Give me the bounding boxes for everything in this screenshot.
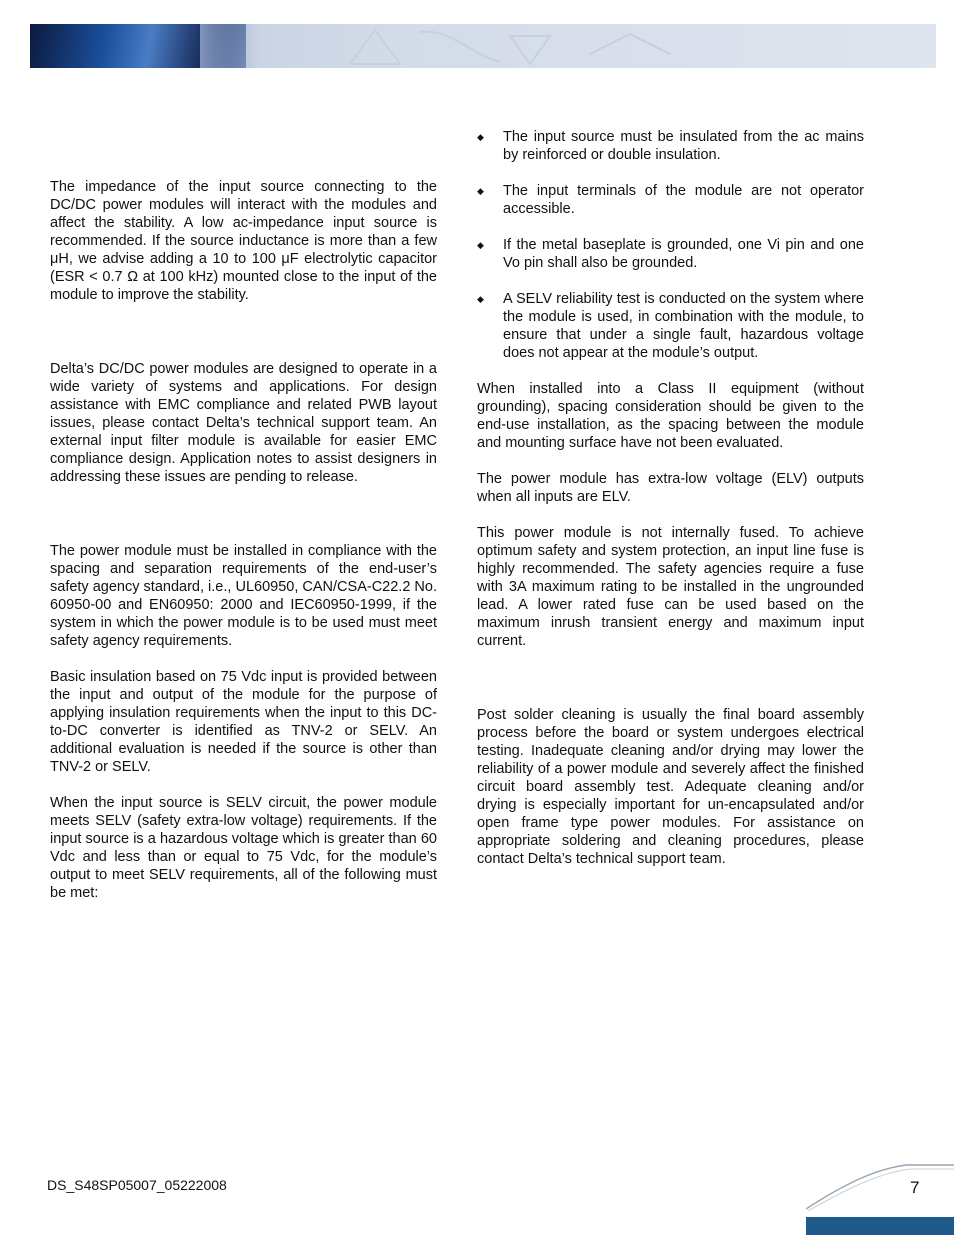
header-banner: [30, 24, 936, 68]
right-column: [477, 128, 864, 868]
diamond-bullet-icon: ◆: [477, 132, 484, 142]
paragraph-safety-compliance: The power module must be installed in compliance with the spacing and separation requirements of the end-user’s safety agency standard, i.e., UL60950, CAN/CSA-C22.2 No. 60950-00 and EN60950: 2000 and IEC60950-1999, if the system in which the power module is to be used must meet safety agency requirements.: [50, 543, 437, 649]
diamond-bullet-icon: ◆: [477, 294, 484, 304]
paragraph-class-ii-equipment: When installed into a Class II equipment (without grounding), spacing consideration should be given to the end-use installation, as the spacing between the module and mounting surface have not been evaluated.: [477, 381, 864, 451]
paragraph-input-fuse: This power module is not internally fused. To achieve optimum safety and system protection, an input line fuse is highly recommended. The safety agencies require a fuse with 3A maximum rating to be installed in the ungrounded lead. A lower rated fuse can be used based on the maximum inrush transient energy and maximum input current.: [477, 525, 864, 649]
page-corner-graphic: [806, 1163, 954, 1235]
bullet-item: ◆ The input terminals of the module are not operator accessible.: [477, 183, 864, 217]
document-id: DS_S48SP05007_05222008: [47, 1177, 227, 1193]
paragraph-input-source-impedance: The impedance of the input source connecting to the DC/DC power modules will interact with the modules and affect the stability. A low ac-impedance input source is recommended. If the source inductance is more than a few μH, we advise adding a 10 to 100 μF electrolytic capacitor (ESR < 0.7 Ω at 100 kHz) mounted close to the input of the module to improve the stability.: [50, 179, 437, 303]
header-banner-decoration: [30, 24, 936, 68]
paragraph-selv-requirements: When the input source is SELV circuit, the power module meets SELV (safety extra-low voltage) requirements. If the input source is a hazardous voltage which is greater than 60 Vdc and less than or equal to 75 Vdc, for the module’s output to meet SELV requirements, all of the following must be met:: [50, 795, 437, 901]
bullet-item: ◆ A SELV reliability test is conducted on the system where the module is used, in combination with the module, to ensure that under a single fault, hazardous voltage does not appear at the module’s output.: [477, 291, 864, 361]
left-column: [50, 178, 437, 902]
bullet-item: ◆ The input source must be insulated from the ac mains by reinforced or double insulation.: [477, 129, 864, 163]
paragraph-soldering-cleaning: Post solder cleaning is usually the final board assembly process before the board or system undergoes electrical testing. Inadequate cleaning and/or drying may lower the reliability of a power module and severely affect the finished circuit board assembly test. Adequate cleaning and/or drying is especially important for un-encapsulated and/or open frame type power modules. For assistance on appropriate soldering and cleaning procedures, please contact Delta’s technical support team.: [477, 707, 864, 867]
paragraph-elv-outputs: The power module has extra-low voltage (ELV) outputs when all inputs are ELV.: [477, 471, 864, 505]
diamond-bullet-icon: ◆: [477, 186, 484, 196]
paragraph-basic-insulation: Basic insulation based on 75 Vdc input is provided between the input and output of the module for the purpose of applying insulation requirements when the input to this DC-to-DC converter is identified as TNV-2 or SELV. An additional evaluation is needed if the source is other than TNV-2 or SELV.: [50, 669, 437, 775]
page-number: 7: [910, 1178, 920, 1197]
bullet-item: ◆ If the metal baseplate is grounded, one Vi pin and one Vo pin shall also be grounded.: [477, 237, 864, 271]
paragraph-emc-considerations: Delta’s DC/DC power modules are designed to operate in a wide variety of systems and applications. For design assistance with EMC compliance and related PWB layout issues, please contact Delta’s technical support team. An external input filter module is available for easier EMC compliance design. Application notes to assist designers in addressing these issues are pending to release.: [50, 361, 437, 485]
diamond-bullet-icon: ◆: [477, 240, 484, 250]
